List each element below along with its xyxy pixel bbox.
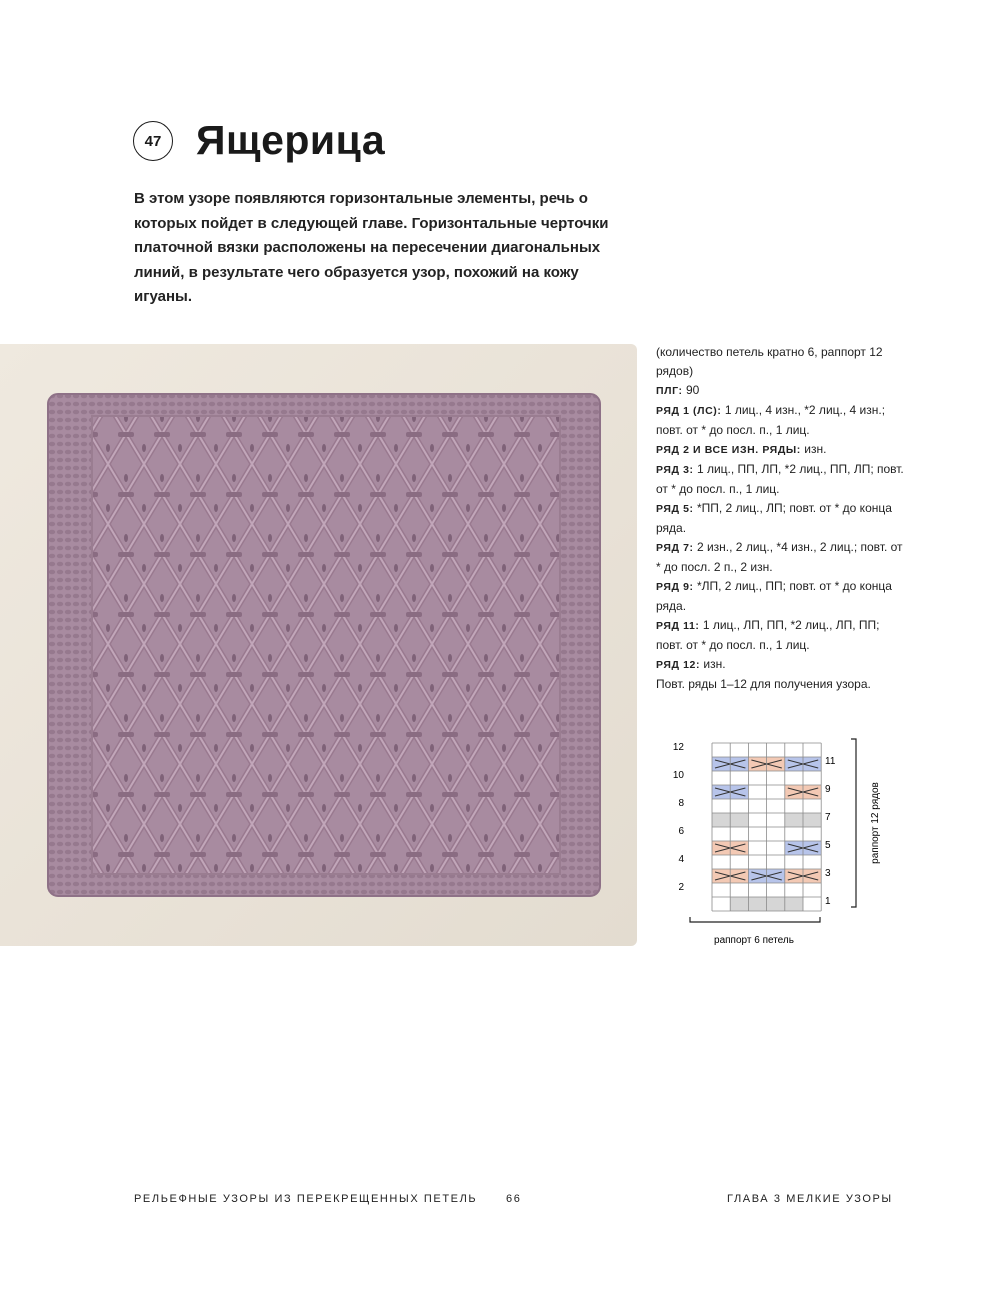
page-number: 66 <box>506 1193 522 1205</box>
instruction-row-1: РЯД 1 (ЛС): 1 лиц., 4 изн., *2 лиц., 4 изн.; повт. от * до посл. п., 1 лиц. <box>656 403 886 437</box>
left-row-label: 12 <box>672 742 684 753</box>
page-title: Ящерица <box>196 117 386 163</box>
pattern-number-badge <box>133 121 173 161</box>
instruction-plg: ПЛГ: 90 <box>656 383 700 397</box>
left-row-label: 2 <box>678 882 684 893</box>
right-row-label: 1 <box>825 896 831 907</box>
repeat-note: Повт. ряды 1–12 для получения узора. <box>656 677 871 691</box>
knitted-swatch-image <box>0 344 637 946</box>
stitch-count-note: (количество петель кратно 6, раппорт 12 рядов) <box>656 345 883 378</box>
right-row-label: 9 <box>825 784 831 795</box>
instruction-row-11: РЯД 11: 1 лиц., ЛП, ПП, *2 лиц., ЛП, ПП; повт. от * до посл. п., 1 лиц. <box>656 618 880 652</box>
chart-grid <box>668 734 898 949</box>
right-row-label: 3 <box>825 868 831 879</box>
footer-section-title: РЕЛЬЕФНЫЕ УЗОРЫ ИЗ ПЕРЕКРЕЩЕННЫХ ПЕТЕЛЬ <box>134 1193 478 1205</box>
purl-cell <box>785 897 803 911</box>
right-row-label: 7 <box>825 812 831 823</box>
left-row-label: 8 <box>678 798 684 809</box>
stitches-repeat-caption: раппорт 6 петель <box>714 935 794 946</box>
instruction-row-3: РЯД 3: 1 лиц., ПП, ЛП, *2 лиц., ПП, ЛП; повт. от * до посл. п., 1 лиц. <box>656 462 904 496</box>
instructions-block <box>656 343 906 694</box>
purl-cell <box>712 813 730 827</box>
rows-repeat-caption: раппорт 12 рядов <box>870 782 881 864</box>
purl-cell <box>803 813 821 827</box>
swatch-photo <box>0 344 637 946</box>
instruction-row-9: РЯД 9: *ЛП, 2 лиц., ПП; повт. от * до конца ряда. <box>656 579 892 613</box>
stitches-repeat-bracket <box>690 917 820 922</box>
left-row-label: 6 <box>678 826 684 837</box>
instruction-row-7: РЯД 7: 2 изн., 2 лиц., *4 изн., 2 лиц.; повт. от * до посл. 2 п., 2 изн. <box>656 540 903 574</box>
rows-repeat-bracket <box>851 739 856 907</box>
knitting-chart <box>668 734 898 949</box>
purl-cell <box>730 897 748 911</box>
instruction-row-2: РЯД 2 И ВСЕ ИЗН. РЯДЫ: изн. <box>656 442 827 456</box>
left-row-label: 10 <box>672 770 684 781</box>
purl-cell <box>730 813 748 827</box>
purl-cell <box>767 897 785 911</box>
right-row-label: 5 <box>825 840 831 851</box>
pattern-number: 47 <box>144 132 162 150</box>
footer-chapter-title: ГЛАВА 3 МЕЛКИЕ УЗОРЫ <box>727 1193 893 1205</box>
instruction-row-5: РЯД 5: *ПП, 2 лиц., ЛП; повт. от * до конца ряда. <box>656 501 892 535</box>
purl-cell <box>785 813 803 827</box>
left-row-label: 4 <box>678 854 684 865</box>
right-row-label: 11 <box>825 756 836 767</box>
instruction-row-12: РЯД 12: изн. <box>656 657 726 671</box>
purl-cell <box>748 897 766 911</box>
intro-paragraph: В этом узоре появляются горизонтальные элементы, речь о которых пойдет в следующей главе. Горизонтальные черточки платочной вязки расположены на пересечении диагональных линий, в результате чего образуется узор, похожий на кожу игуаны. <box>134 190 609 305</box>
